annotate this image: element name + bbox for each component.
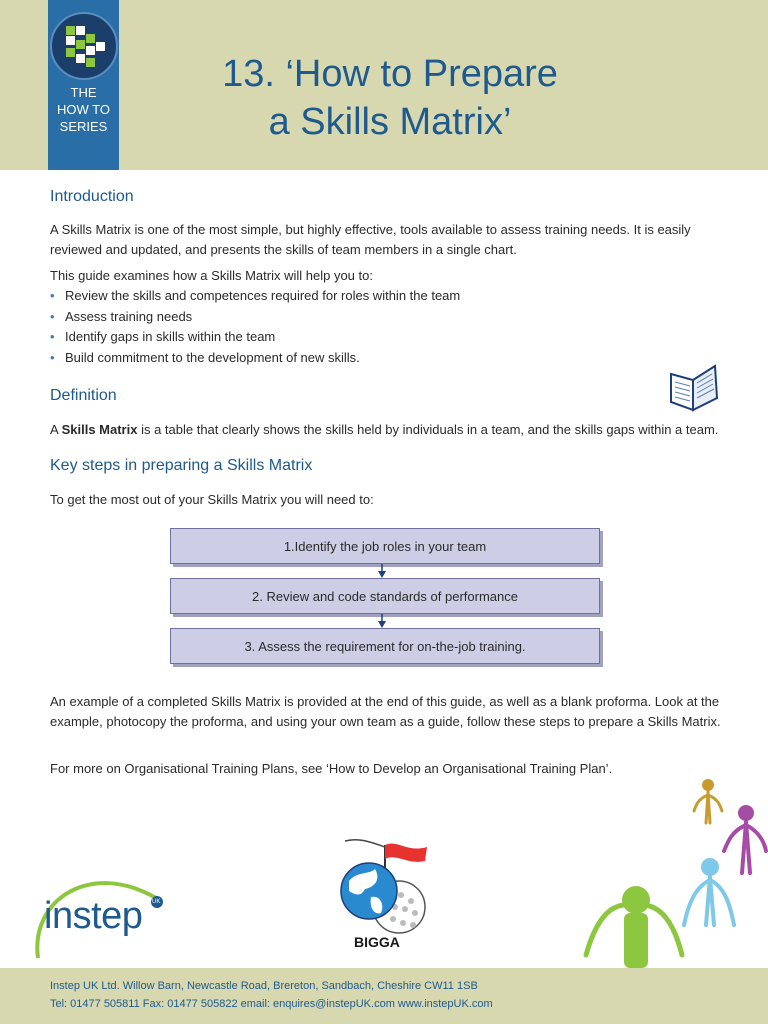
intro-paragraph: A Skills Matrix is one of the most simple, but highly effective, tools available to assess training needs. It is easily reviewed and updated, and presents the skills of team members in a single chart. [50,222,691,257]
instep-logo: instep [44,895,143,937]
definition-term: Skills Matrix [61,422,138,437]
list-item: • Review the skills and competences required for roles within the team [50,286,460,307]
instep-badge: UK [152,899,161,905]
bigga-logo: BIGGA [354,934,400,950]
key-steps-heading: Key steps in preparing a Skills Matrix [50,457,313,474]
list-item: • Assess training needs [50,307,460,328]
definition-heading: Definition [50,387,117,404]
footer-band [0,968,768,1024]
footer-contact: Tel: 01477 505811 Fax: 01477 505822 email: enquires@instepUK.com www.instepUK.com [50,998,493,1010]
title-line: a Skills Matrix’ [268,101,512,143]
step-box: 1.Identify the job roles in your team [170,528,600,564]
definition-paragraph [50,420,730,440]
step-box: 2. Review and code standards of performance [170,578,600,614]
definition-prefix: A [50,422,62,437]
benefits-list [50,286,460,368]
list-item: • Build commitment to the development of new skills. [50,348,460,369]
down-arrow-icon [378,614,386,628]
list-item: • Identify gaps in skills within the team [50,327,460,348]
intro-lead: This guide examines how a Skills Matrix will help you to: [50,268,373,283]
people-illustration-icon [580,775,768,968]
page-title [180,50,600,146]
series-line: HOW TO [57,102,110,117]
introduction-heading: Introduction [50,188,134,205]
book-icon [667,362,719,412]
series-label [48,84,119,135]
step-box: 3. Assess the requirement for on-the-job training. [170,628,600,664]
down-arrow-icon [378,564,386,578]
reference-paragraph: For more on Organisational Training Plans, see ‘How to Develop an Organisational Training Plan’. [50,761,613,776]
key-steps-lead: To get the most out of your Skills Matrix you will need to: [50,492,374,507]
closing-paragraph: An example of a completed Skills Matrix is provided at the end of this guide, as well as a blank proforma. Look at the example, photocopy the proforma, and using your own team as a guide, follow these steps to prepare a Skills Matrix. [50,694,721,729]
series-line: THE [70,85,97,100]
footer-address: Instep UK Ltd. Willow Barn, Newcastle Road, Brereton, Sandbach, Cheshire CW11 1SB [50,980,478,992]
series-line: SERIES [59,119,108,134]
title-line: 13. ‘How to Prepare [222,53,558,95]
series-logo-icon [50,12,118,80]
definition-text: is a table that clearly shows the skills held by individuals in a team, and the skills gaps within a team. [137,422,719,437]
